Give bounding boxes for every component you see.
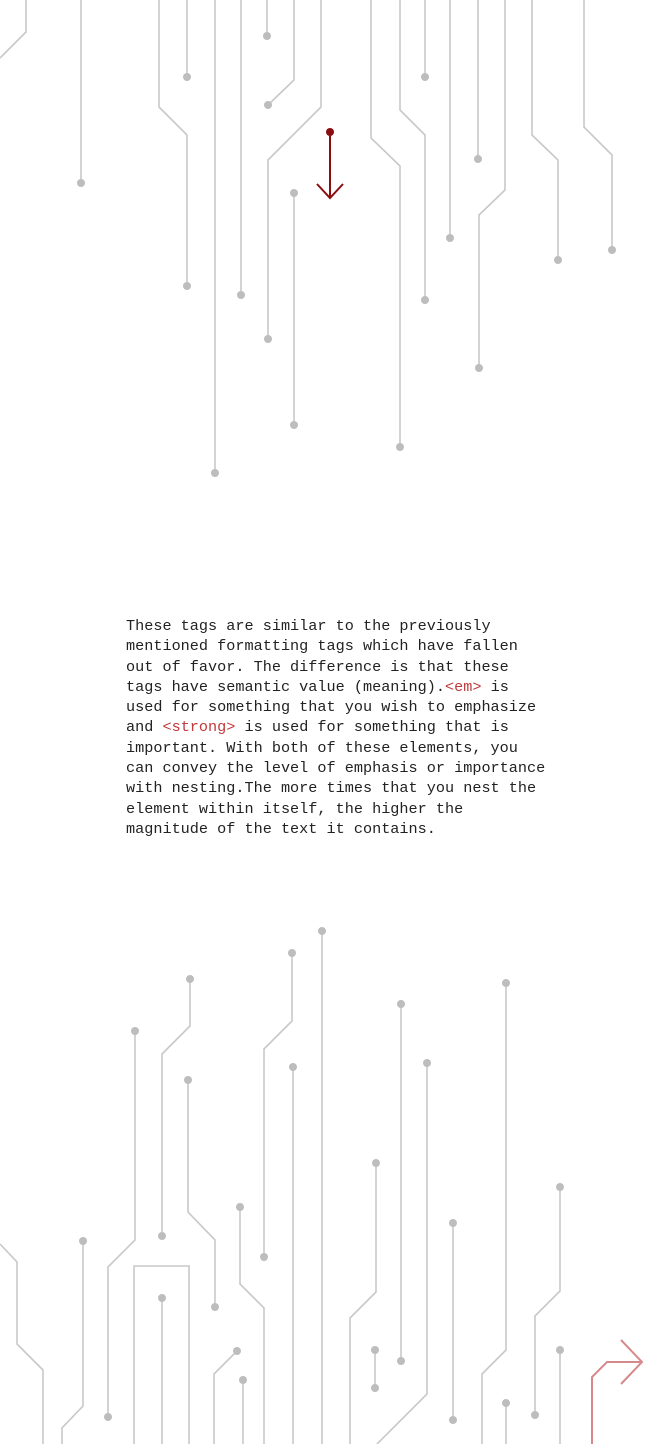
article-text-end: is used for something that is important. With both of these elements, you can convey the level of emphasis or importance with nesting.The more times that you nest the element within itself, the higher the magnitude of the text it contains. — [126, 718, 555, 838]
em-tag-code: <em> — [445, 677, 482, 696]
arrow-right-icon[interactable] — [585, 1336, 647, 1444]
strong-tag-code: <strong> — [162, 718, 236, 737]
circuit-decoration-top — [0, 0, 655, 500]
arrow-down-icon[interactable] — [310, 122, 350, 204]
article-text-intro: These tags are similar to the previously mentioned formatting tags which have fallen out of favor. The difference is that these tags have semantic value (meaning). — [126, 617, 528, 696]
article-paragraph — [126, 616, 555, 839]
article-text-middle: is used for something that you wish to emphasize and — [126, 677, 546, 737]
circuit-decoration-bottom — [0, 900, 655, 1444]
